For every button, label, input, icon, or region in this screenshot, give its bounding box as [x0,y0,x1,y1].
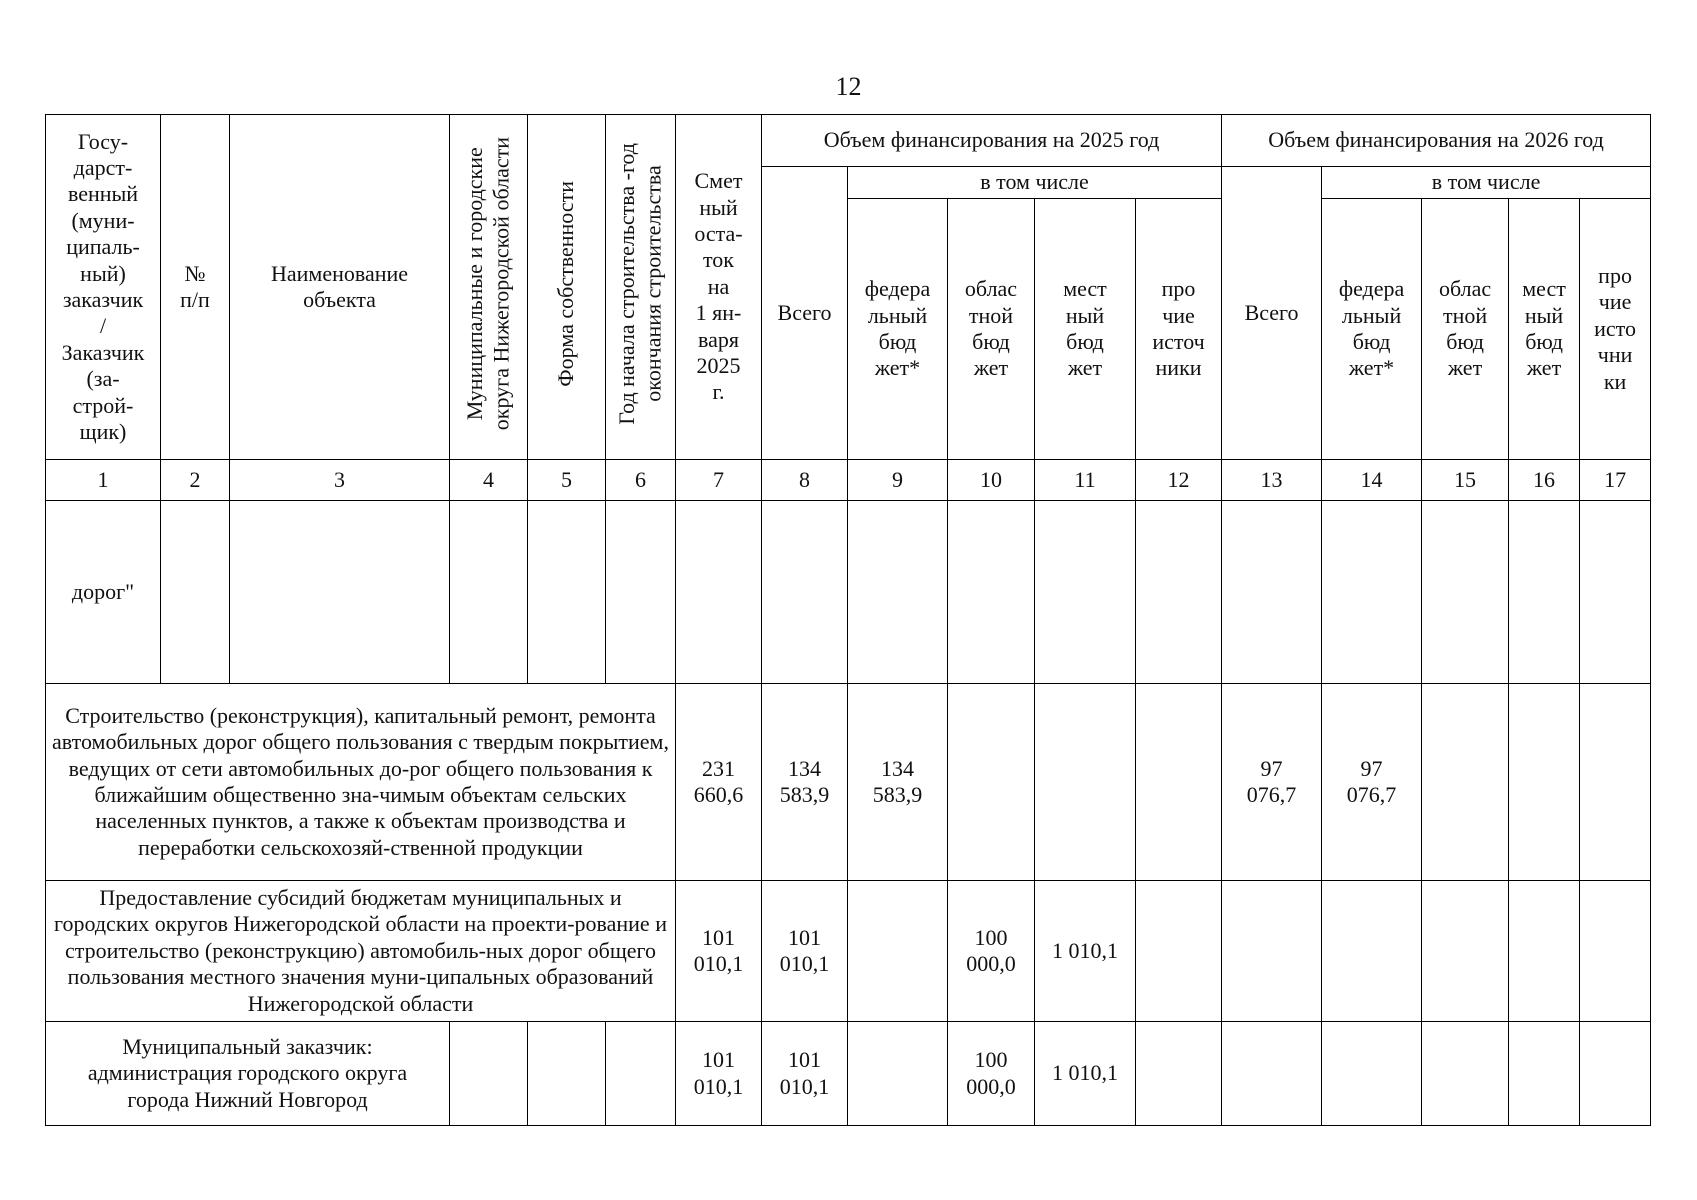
empty-cell [1580,501,1651,684]
header-financing-2025: Объем финансирования на 2025 год [762,115,1222,167]
empty-cell [606,501,676,684]
column-number: 3 [230,460,450,501]
column-number: 8 [762,460,848,501]
column-number: 16 [1509,460,1580,501]
column-number: 2 [161,460,230,501]
header-total-2026: Всего [1222,167,1322,460]
column-number: 17 [1580,460,1651,501]
empty-cell [606,1022,676,1126]
header-federal-2026: федера льный бюд жет* [1322,199,1422,460]
empty-cell [230,501,450,684]
header-local-2026: мест ный бюд жет [1509,199,1580,460]
empty-cell [1222,501,1322,684]
municipal-customer-local-2025: 1 010,1 [1035,1022,1136,1126]
header-ownership-form-text: Форма собственности [553,180,579,387]
header-municipal-districts-text: Муниципальные и городские округа Нижегородской области [462,137,514,431]
header-federal-2025: федера льный бюд жет* [848,199,948,460]
header-other-2026: про чие исто чни ки [1580,199,1651,460]
empty-cell [1580,684,1651,881]
header-customer: Госу- дарст- венный (муни- ципаль- ный) заказчик / Заказчик (за- строй- щик) [46,115,161,460]
empty-cell [1422,684,1509,881]
empty-cell [528,501,606,684]
empty-cell [848,1022,948,1126]
empty-cell [450,501,528,684]
empty-cell [1422,881,1509,1022]
subsidies-estimate: 101 010,1 [676,881,762,1022]
construction-total-2026: 97 076,7 [1222,684,1322,881]
empty-cell [948,501,1035,684]
header-row-number: № п/п [161,115,230,460]
subsidies-regional-2025: 100 000,0 [948,881,1035,1022]
empty-cell [1509,881,1580,1022]
table-row-municipal-customer [46,1022,1651,1126]
empty-cell [1509,501,1580,684]
column-number: 11 [1035,460,1136,501]
empty-cell [1422,501,1509,684]
empty-cell [1222,881,1322,1022]
header-ownership-form [528,115,606,460]
header-regional-2025: облас тной бюд жет [948,199,1035,460]
column-number: 15 [1422,460,1509,501]
empty-cell [1322,881,1422,1022]
empty-cell [1136,501,1222,684]
empty-cell [1509,684,1580,881]
header-construction-years-text: Год начала строительства -год окончания строительства [614,142,666,425]
empty-cell [1580,1022,1651,1126]
financing-table [45,114,1651,1126]
column-number: 10 [948,460,1035,501]
column-number: 7 [676,460,762,501]
empty-cell [161,501,230,684]
empty-cell [1580,881,1651,1022]
header-construction-years [606,115,676,460]
header-total-2025: Всего [762,167,848,460]
empty-cell [450,1022,528,1126]
empty-cell [1322,1022,1422,1126]
column-number: 14 [1322,460,1422,501]
column-number: 5 [528,460,606,501]
header-financing-2026: Объем финансирования на 2026 год [1222,115,1651,167]
empty-cell [528,1022,606,1126]
empty-cell [1035,684,1136,881]
subsidies-label: Предоставление субсидий бюджетам муниципальных и городских округов Нижегородской области на проекти-рование и строительство (реконструкцию) автомобиль-ных дорог общего пользования местного значения муни-ципальных образований Нижегородской области [46,881,676,1022]
table-row-continuation [46,501,1651,684]
empty-cell [848,881,948,1022]
municipal-customer-total-2025: 101 010,1 [762,1022,848,1126]
header-municipal-districts [450,115,528,460]
construction-federal-2026: 97 076,7 [1322,684,1422,881]
column-number: 9 [848,460,948,501]
construction-label: Строительство (реконструкция), капитальный ремонт, ремонта автомобильных дорог общего пользования с твердым покрытием, ведущих от сети автомобильных до-рог общего пользования к ближайшим общественно зна-чимым объектам сельских населенных пунктов, а также к объектам производства и переработки сельскохозяй-ственной продукции [46,684,676,881]
empty-cell [1422,1022,1509,1126]
column-number-row [46,460,1651,501]
table-row-subsidies [46,881,1651,1022]
table-row-construction [46,684,1651,881]
empty-cell [848,501,948,684]
empty-cell [1222,1022,1322,1126]
column-number: 1 [46,460,161,501]
empty-cell [1136,1022,1222,1126]
empty-cell [676,501,762,684]
municipal-customer-regional-2025: 100 000,0 [948,1022,1035,1126]
header-other-2025: про чие источ ники [1136,199,1222,460]
empty-cell [948,684,1035,881]
empty-cell [1509,1022,1580,1126]
municipal-customer-label: Муниципальный заказчик: администрация городского округа города Нижний Новгород [46,1022,450,1126]
construction-estimate: 231 660,6 [676,684,762,881]
header-local-2025: мест ный бюд жет [1035,199,1136,460]
continuation-text: дорог" [46,501,161,684]
construction-total-2025: 134 583,9 [762,684,848,881]
header-regional-2026: облас тной бюд жет [1422,199,1509,460]
empty-cell [762,501,848,684]
municipal-customer-estimate: 101 010,1 [676,1022,762,1126]
header-estimate-balance: Смет ный оста- ток на 1 ян- варя 2025 г. [676,115,762,460]
construction-federal-2025: 134 583,9 [848,684,948,881]
empty-cell [1322,501,1422,684]
page-number: 12 [835,72,862,101]
header-including-2025: в том числе [848,167,1222,199]
header-object-name: Наименование объекта [230,115,450,460]
subsidies-total-2025: 101 010,1 [762,881,848,1022]
empty-cell [1136,684,1222,881]
column-number: 12 [1136,460,1222,501]
subsidies-local-2025: 1 010,1 [1035,881,1136,1022]
empty-cell [1136,881,1222,1022]
header-including-2026: в том числе [1322,167,1651,199]
empty-cell [1035,501,1136,684]
column-number: 4 [450,460,528,501]
column-number: 13 [1222,460,1322,501]
column-number: 6 [606,460,676,501]
